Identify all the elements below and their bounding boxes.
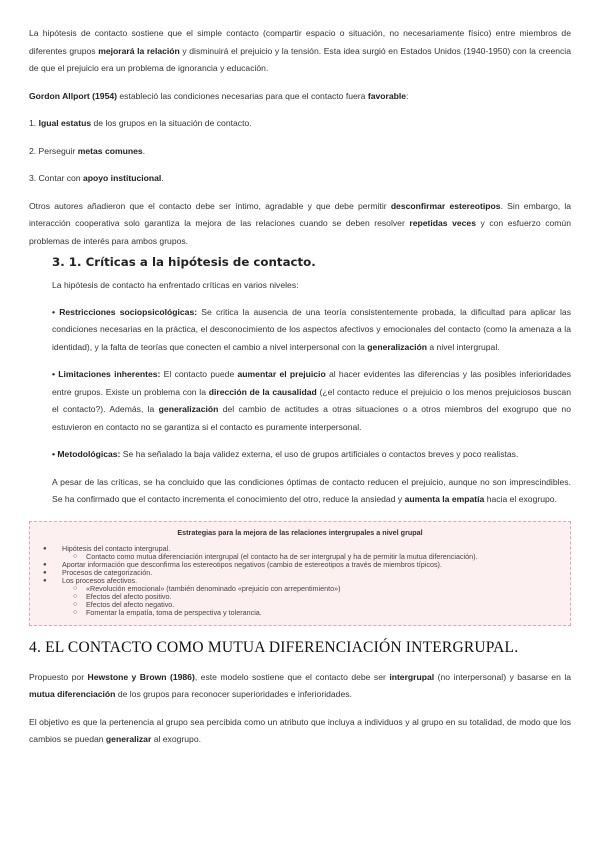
strategies-box: [29, 521, 571, 626]
list-item: ● Aportar información que desconfirma los estereotipos negativos (cambio de estereotipos a través de miembros típicos).: [40, 561, 560, 569]
list-item: ○ Fomentar la empatía, toma de perspectiva y tolerancia.: [40, 609, 560, 617]
section-4-heading: 4. EL CONTACTO COMO MUTUA DIFERENCIACIÓN INTERGRUPAL.: [29, 638, 519, 656]
conclusion-paragraph: A pesar de las críticas, se ha concluido que las condiciones óptimas de contacto reducen el prejuicio, aunque no son imprescindibles. Se ha confirmado que el contacto incrementa el conocimiento del otro, reduce la ansiedad y aumenta la empatía hacia el exogrupo.: [52, 476, 571, 504]
section-3-1-heading: 3. 1. Críticas a la hipótesis de contacto.: [52, 255, 316, 269]
intro-paragraph: La hipótesis de contacto sostiene que el simple contacto (compartir espacio o situación, no necesariamente físico) entre miembros de diferentes grupos mejorará la relación y disminuirá el prejuicio y la tensión. Esta idea surgió en Estados Unidos (1940-1950) con la creencia de que el prejuicio era un problema de ignorancia y educación.: [29, 28, 571, 73]
list-item: ● Hipótesis del contacto intergrupal.: [40, 545, 560, 553]
restricciones-paragraph: • Restricciones sociopsicológicas: Se critica la ausencia de una teoría consistentemente probada, la dificultad para aplicar las condiciones necesarias en la práctica, el desconocimiento de los aspectos afectivos y emocionales del contacto (como la amenaza a la identidad), y la falta de teorías que conecten el cambio a nivel interpersonal con la generalización a nivel intergrupal.: [52, 306, 571, 352]
strategies-list: [40, 545, 560, 617]
condition-3: 3. Contar con apoyo institucional.: [29, 173, 164, 183]
hewstone-paragraph: Propuesto por Hewstone y Brown (1986), este modelo sostiene que el contacto debe ser intergrupal (no interpersonal) y basarse en la mutua diferenciación de los grupos para reconocer superioridades e inferioridades.: [29, 671, 572, 699]
list-item: ○ Efectos del afecto positivo.: [40, 593, 560, 601]
others-paragraph: Otros autores añadieron que el contacto debe ser íntimo, agradable y que debe permitir desconfirmar estereotipos. Sin embargo, la interacción cooperativa solo garantiza la mejora de las relaciones cuando se deben resolver repetidas veces y con esfuerzo común problemas de interés para ambos grupos.: [29, 200, 572, 246]
criticas-intro: La hipótesis de contacto ha enfrentado críticas en varios niveles:: [52, 280, 299, 290]
list-item: ○ Contacto como mutua diferenciación intergrupal (el contacto ha de ser intergrupal y ha de permitir la mutua diferenciación).: [40, 553, 560, 561]
list-item: ○ «Revolución emocional» (también denominado «prejuicio con arrepentimiento»): [40, 585, 560, 593]
limitaciones-paragraph: • Limitaciones inherentes: El contacto puede aumentar el prejuicio al hacer evidentes las diferencias y las posibles inferioridades entre grupos. Existe un problema con la dirección de la causalidad (¿el contacto reduce el prejuicio o los menos prejuiciosos buscan el contacto?). Además, la generalización del cambio de actitudes a otras situaciones o a otros miembros del exogrupo que no estuvieron en contacto no se garantiza si el contacto es puramente interpersonal.: [52, 369, 572, 432]
strategies-box-title: Estrategias para la mejora de las relaciones intergrupales a nivel grupal: [177, 527, 423, 537]
condition-2: 2. Perseguir metas comunes.: [29, 145, 146, 156]
objetivo-paragraph: El objetivo es que la pertenencia al grupo sea percibida como un atributo que incluya a individuos y al grupo en su totalidad, de modo que los cambios se puedan generalizar al exogrupo.: [29, 716, 571, 744]
allport-paragraph: Gordon Allport (1954) estableció las condiciones necesarias para que el contacto fuera favorable:: [29, 90, 409, 101]
list-item: ○ Efectos del afecto negativo.: [40, 601, 560, 609]
metodologicas-paragraph: • Metodológicas: Se ha señalado la baja validez externa, el uso de grupos artificiales o contactos breves y poco realistas.: [52, 449, 519, 459]
list-item: ● Los procesos afectivos.: [40, 577, 560, 585]
condition-1: 1. Igual estatus de los grupos en la situación de contacto.: [29, 118, 252, 128]
list-item: ● Procesos de categorización.: [40, 569, 560, 577]
